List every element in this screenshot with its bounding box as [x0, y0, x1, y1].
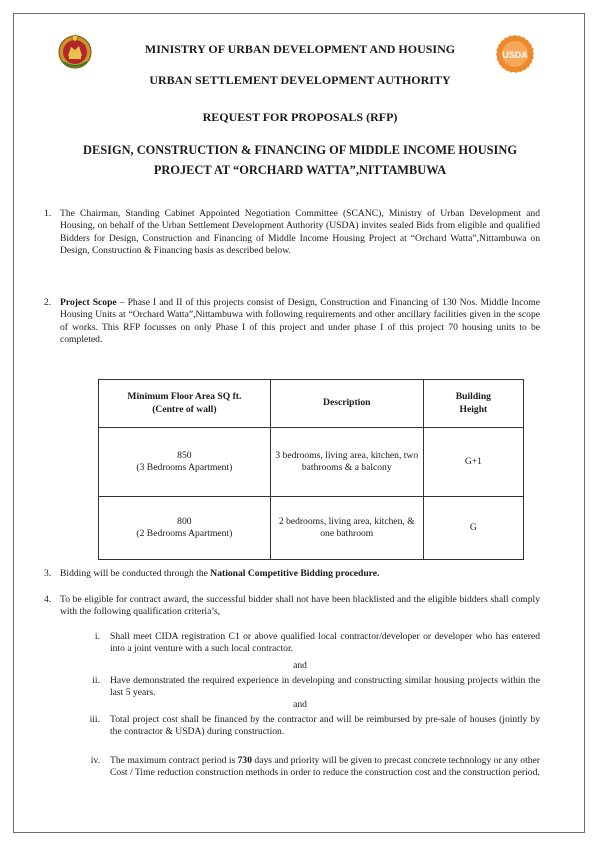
- cell-height: G: [423, 497, 523, 560]
- item-bold-label: Project Scope: [60, 297, 117, 308]
- criteria-ii: [92, 675, 540, 699]
- criteria-bold-text: 730: [237, 755, 253, 766]
- item-number: 1.: [44, 208, 52, 219]
- criteria-number: ii.: [92, 675, 100, 686]
- criteria-text: Have demonstrated the required experience in developing and constructing similar housing projects within the last 5 years.: [110, 675, 540, 698]
- housing-units-table: [98, 379, 524, 560]
- item-text: The Chairman, Standing Cabinet Appointed Negotiation Committee (SCANC), Ministry of Urban Development and Housing, on behalf of the Urban Settlement Development Authority (USDA) invites sealed Bids from eligible and qualified Bidders for Design, Construction and Financing of Middle Income Housing Project at “Orchard Watta”,Nittambuwa on Design, Construction & Financing basis as described below.: [60, 208, 540, 257]
- criteria-text: Total project cost shall be financed by the contractor and will be reimbursed by pre-sale of houses (jointly by the contractor & USDA) during construction.: [110, 714, 540, 737]
- usda-logo-text: USDA: [502, 50, 528, 60]
- project-title-line-2: PROJECT AT “ORCHARD WATTA”,NITTAMBUWA: [153, 163, 447, 177]
- cell-description: 2 bedrooms, living area, kitchen, & one bathroom: [270, 497, 423, 560]
- cell-height: G+1: [423, 428, 523, 497]
- item-text: To be eligible for contract award, the successful bidder shall not have been blacklisted and the eligible bidders shall comply with the following qualification criteria’s,: [60, 594, 540, 618]
- item-bold-text: National Competitive Bidding procedure.: [210, 568, 380, 579]
- item-text: Bidding will be conducted through the: [60, 568, 211, 579]
- criteria-text: The maximum contract period is: [110, 755, 238, 766]
- criteria-number: iii.: [89, 714, 100, 725]
- ministry-title: MINISTRY OF URBAN DEVELOPMENT AND HOUSING: [144, 42, 456, 56]
- header-floor-area: Minimum Floor Area SQ ft. (Centre of wall): [99, 380, 271, 428]
- doc-type-title: REQUEST FOR PROPOSALS (RFP): [202, 110, 398, 124]
- authority-title: URBAN SETTLEMENT DEVELOPMENT AUTHORITY: [149, 73, 451, 87]
- table-row: [99, 497, 524, 560]
- header-description: Description: [270, 380, 423, 428]
- project-title-line-1: DESIGN, CONSTRUCTION & FINANCING OF MIDDLE INCOME HOUSING: [83, 143, 517, 157]
- criteria-text: Shall meet CIDA registration C1 or above qualified local contractor/developer or developer who has entered into a joint venture with a such local contractor.: [110, 631, 540, 654]
- table-row: [99, 428, 524, 497]
- criteria-number: iv.: [90, 755, 100, 766]
- criteria-number: i.: [94, 631, 100, 642]
- item-3: [44, 568, 540, 580]
- cell-floor-area: 800 (2 Bedrooms Apartment): [99, 497, 271, 560]
- item-number: 3.: [44, 568, 52, 579]
- criteria-i: [94, 631, 540, 655]
- criteria-iv: [90, 755, 541, 779]
- item-4: [44, 594, 540, 619]
- cell-description: 3 bedrooms, living area, kitchen, two bathrooms & a balcony: [270, 428, 423, 497]
- item-text: – Phase I and II of this projects consist of Design, Construction and Financing of 130 Nos. Middle Income Housing Units at “Orchard Watta”,Nittambuwa with following requirements and other ancillary facilities given in the scope of works. This RFP focusses on only Phase I of this project and under phase I of this project 70 housing units to be completed.: [60, 297, 541, 346]
- item-2: [44, 297, 541, 347]
- and-connector: and: [293, 699, 307, 710]
- header-building-height: Building Height: [423, 380, 523, 428]
- item-1: [44, 208, 540, 258]
- criteria-text-after: days and priority will be given to precast concrete technology or any other Cost / Time reduction construction methods in order to reduce the construction cost and the construction period.: [110, 755, 541, 778]
- and-connector: and: [293, 660, 307, 671]
- criteria-iii: [89, 714, 540, 738]
- project-title: [0, 140, 600, 180]
- cell-floor-area: 850 (3 Bedrooms Apartment): [99, 428, 271, 497]
- item-number: 4.: [44, 594, 52, 605]
- table-header-row: [99, 380, 524, 428]
- item-number: 2.: [44, 297, 52, 308]
